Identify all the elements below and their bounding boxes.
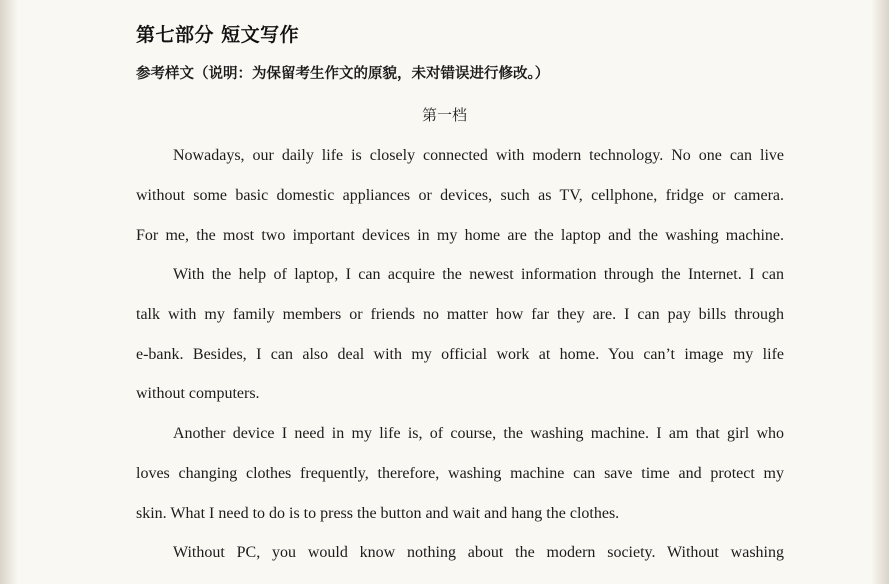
essay-line: without computers. [136,385,260,402]
grade-label: 第一档 [421,106,467,124]
essay-line: without some basic domestic appliances or devices, such as TV, cellphone, fridge or camera. [136,187,784,204]
essay-line: loves changing clothes frequently, therefore, washing machine can save time and protect my [136,465,784,482]
essay-line: Nowadays, our daily life is closely connected with modern technology. No one can live [173,147,784,164]
reference-note: 参考样文（说明：为保留考生作文的原貌，未对错误进行修改。） [136,66,550,82]
essay-line: For me, the most two important devices in my home are the laptop and the washing machine. [136,227,784,244]
essay-line: Without PC, you would know nothing about the modern society. Without washing [173,544,784,561]
essay-line: With the help of laptop, I can acquire the newest information through the Internet. I can [173,266,784,283]
essay-line: talk with my family members or friends no matter how far they are. I can pay bills through [136,306,784,323]
essay-line: skin. What I need to do is to press the button and wait and hang the clothes. [136,505,620,522]
section-title: 第七部分 短文写作 [136,24,300,46]
essay-line: Another device I need in my life is, of course, the washing machine. I am that girl who [173,425,784,442]
essay-line: e-bank. Besides, I can also deal with my official work at home. You can’t image my life [136,346,784,363]
